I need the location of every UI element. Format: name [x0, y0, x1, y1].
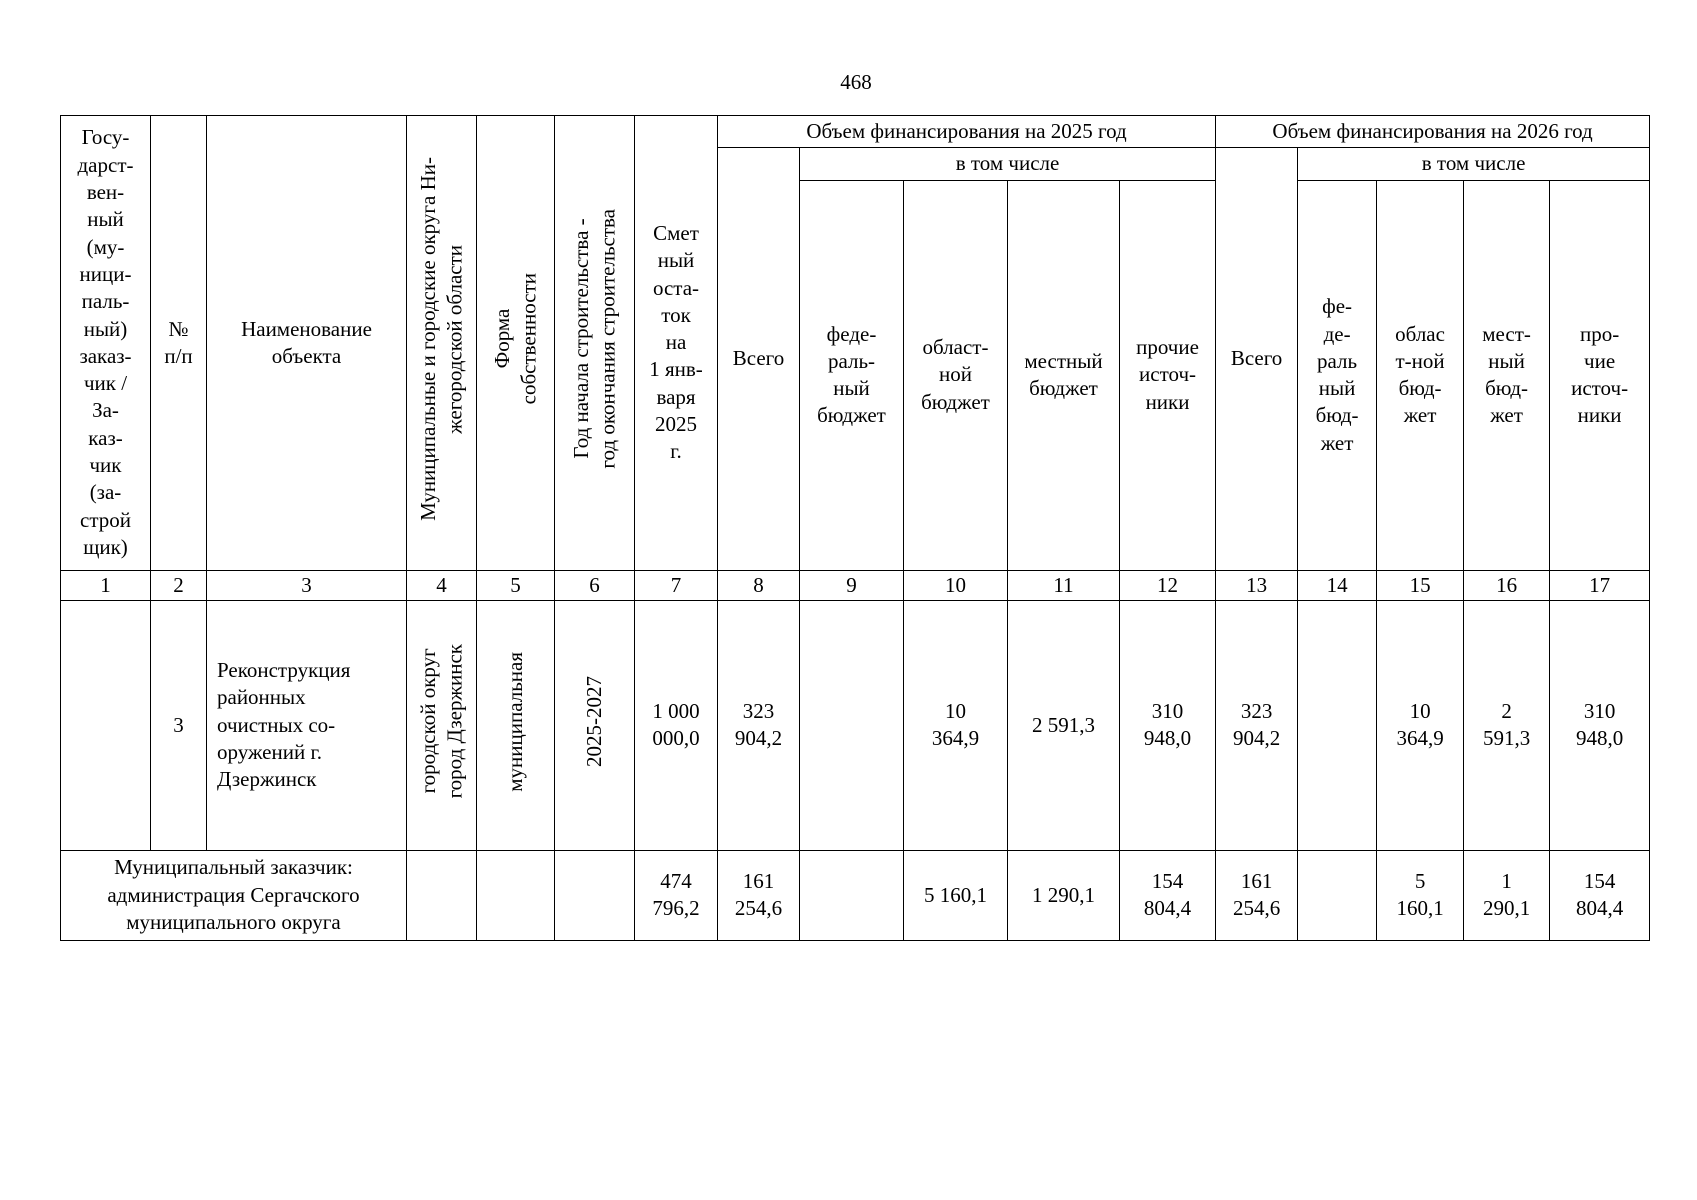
col-num: 17	[1550, 570, 1650, 600]
header-reg-2026: облас т-ной бюд- жет	[1377, 180, 1464, 570]
summary-empty	[555, 850, 635, 940]
column-number-row	[61, 570, 1650, 600]
header-municipality: Муниципальные и городские округа Ни- жегородской области	[416, 157, 467, 522]
col-num: 10	[904, 570, 1008, 600]
row-ownership-cell	[477, 600, 555, 850]
summary-empty	[477, 850, 555, 940]
row-name: Реконструкция районных очистных со- оружений г. Дзержинск	[207, 600, 407, 850]
header-total-2026: Всего	[1216, 148, 1298, 570]
summary-label: Муниципальный заказчик: администрация Сергачского муниципального округа	[61, 850, 407, 940]
header-ownership-cell	[477, 116, 555, 571]
row-years-cell	[555, 600, 635, 850]
header-incl-2026: в том числе	[1298, 148, 1650, 180]
header-fed-2025: феде- раль- ный бюджет	[800, 180, 904, 570]
header-loc-2026: мест- ный бюд- жет	[1464, 180, 1550, 570]
header-row-1	[61, 116, 1650, 148]
header-estimate: Смет ный оста- ток на 1 янв- варя 2025 г.	[635, 116, 718, 571]
table-row	[61, 600, 1650, 850]
summary-total-2026: 161 254,6	[1216, 850, 1298, 940]
header-fin-2025: Объем финансирования на 2025 год	[718, 116, 1216, 148]
header-customer: Госу- дарст- вен- ный (му- ници- паль- ный) заказ- чик / За- каз- чик (за- строй щик)	[61, 116, 151, 571]
summary-estimate: 474 796,2	[635, 850, 718, 940]
header-oth-2026: про- чие источ- ники	[1550, 180, 1650, 570]
col-num: 1	[61, 570, 151, 600]
row-fed-2025	[800, 600, 904, 850]
col-num: 2	[151, 570, 207, 600]
summary-total-2025: 161 254,6	[718, 850, 800, 940]
header-incl-2025: в том числе	[800, 148, 1216, 180]
summary-oth-2025: 154 804,4	[1120, 850, 1216, 940]
col-num: 11	[1008, 570, 1120, 600]
row-estimate: 1 000 000,0	[635, 600, 718, 850]
summary-loc-2026: 1 290,1	[1464, 850, 1550, 940]
row-ownership: муниципальная	[503, 651, 528, 792]
col-num: 16	[1464, 570, 1550, 600]
header-loc-2025: местный бюджет	[1008, 180, 1120, 570]
summary-row	[61, 850, 1650, 940]
col-num: 4	[407, 570, 477, 600]
col-num: 13	[1216, 570, 1298, 600]
header-fed-2026: фе- де- раль ный бюд- жет	[1298, 180, 1377, 570]
summary-reg-2025: 5 160,1	[904, 850, 1008, 940]
col-num: 3	[207, 570, 407, 600]
col-num: 7	[635, 570, 718, 600]
row-num: 3	[151, 600, 207, 850]
col-num: 15	[1377, 570, 1464, 600]
row-reg-2025: 10 364,9	[904, 600, 1008, 850]
row-oth-2026: 310 948,0	[1550, 600, 1650, 850]
header-years: Год начала строительства - год окончания строительства	[569, 209, 620, 469]
col-num: 12	[1120, 570, 1216, 600]
row-total-2026: 323 904,2	[1216, 600, 1298, 850]
row-total-2025: 323 904,2	[718, 600, 800, 850]
header-municipality-cell	[407, 116, 477, 571]
summary-fed-2026	[1298, 850, 1377, 940]
col-num: 8	[718, 570, 800, 600]
header-fin-2026: Объем финансирования на 2026 год	[1216, 116, 1650, 148]
summary-reg-2026: 5 160,1	[1377, 850, 1464, 940]
row-oth-2025: 310 948,0	[1120, 600, 1216, 850]
row-municipality-cell	[407, 600, 477, 850]
header-reg-2025: област- ной бюджет	[904, 180, 1008, 570]
summary-empty	[407, 850, 477, 940]
row-fed-2026	[1298, 600, 1377, 850]
header-num: № п/п	[151, 116, 207, 571]
col-num: 5	[477, 570, 555, 600]
page-number: 468	[840, 70, 872, 94]
financing-table	[60, 115, 1650, 941]
row-loc-2025: 2 591,3	[1008, 600, 1120, 850]
header-total-2025: Всего	[718, 148, 800, 570]
summary-oth-2026: 154 804,4	[1550, 850, 1650, 940]
header-oth-2025: прочие источ- ники	[1120, 180, 1216, 570]
header-name: Наименование объекта	[207, 116, 407, 571]
summary-loc-2025: 1 290,1	[1008, 850, 1120, 940]
row-reg-2026: 10 364,9	[1377, 600, 1464, 850]
row-years: 2025-2027	[582, 676, 607, 768]
row-customer	[61, 600, 151, 850]
row-loc-2026: 2 591,3	[1464, 600, 1550, 850]
col-num: 9	[800, 570, 904, 600]
summary-fed-2025	[800, 850, 904, 940]
col-num: 6	[555, 570, 635, 600]
header-ownership: Форма собственности	[490, 273, 541, 405]
header-years-cell	[555, 116, 635, 571]
row-municipality: городской округ город Дзержинск	[416, 644, 467, 799]
col-num: 14	[1298, 570, 1377, 600]
